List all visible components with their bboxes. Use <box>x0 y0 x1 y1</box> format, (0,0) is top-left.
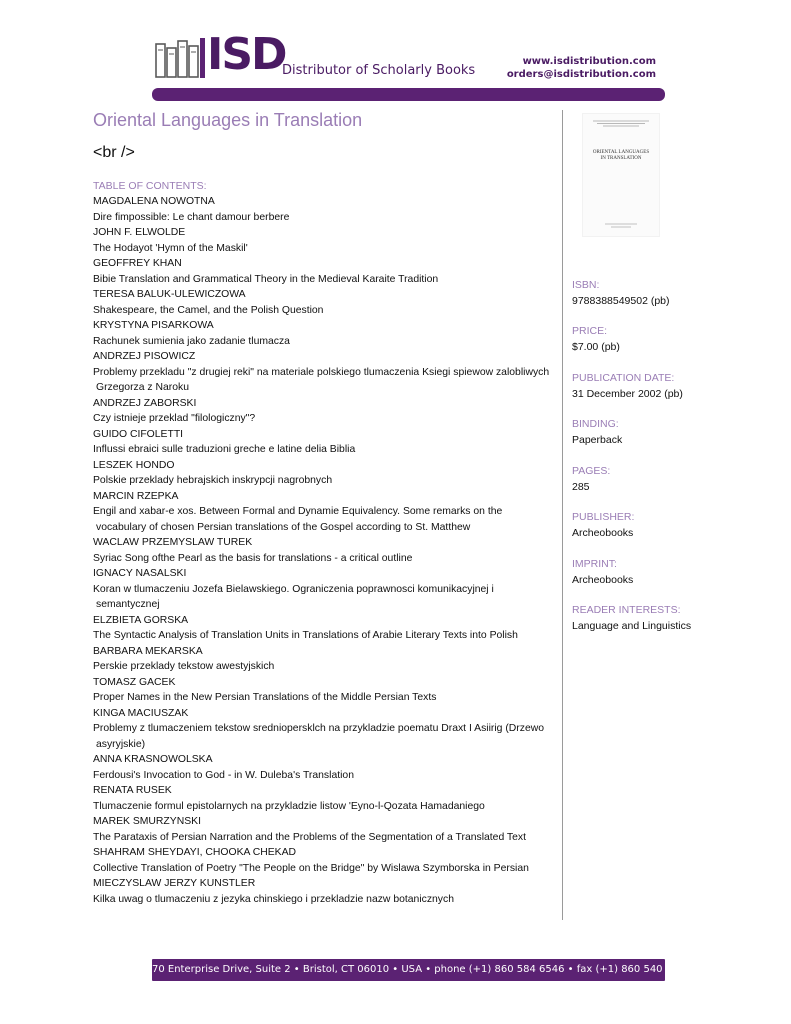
isd-logo: ISD <box>207 29 286 80</box>
detail-label: ISBN: <box>572 279 600 291</box>
detail-reader-interests <box>572 603 772 633</box>
toc-author: ELZBIETA GORSKA <box>93 614 189 626</box>
toc-author: BARBARA MEKARSKA <box>93 645 203 657</box>
toc-author: RENATA RUSEK <box>93 785 172 796</box>
detail-publisher <box>572 510 772 540</box>
detail-pages <box>572 464 772 494</box>
logo-tagline: Distributor of Scholarly Books <box>282 63 476 78</box>
detail-value: Archeobooks <box>572 527 634 539</box>
toc-chapter-title: Problemy z tlumaczeniem tekstow sredniopersklch na przykladzie poematu Draxt I Asiirig (Drzewo asyryjskie) <box>93 723 545 750</box>
detail-binding <box>572 417 772 447</box>
table-of-contents <box>93 194 555 907</box>
toc-author: IGNACY NASALSKI <box>93 568 187 579</box>
toc-chapter-title: Tlumaczenie formul epistolarnych na przykladzie listow 'Eyno-l-Qozata Hamadaniego <box>93 800 485 812</box>
detail-label: PUBLICATION DATE: <box>572 372 675 384</box>
toc-author: ANNA KRASNOWOLSKA <box>93 754 213 765</box>
detail-price <box>572 324 772 354</box>
detail-publication-date <box>572 371 772 401</box>
detail-imprint <box>572 557 772 587</box>
toc-author: TERESA BALUK-ULEWICZOWA <box>93 289 246 300</box>
toc-author: MARCIN RZEPKA <box>93 490 179 502</box>
detail-value: 285 <box>572 481 590 493</box>
toc-chapter-title: Perskie przeklady tekstow awestyjskich <box>93 661 275 672</box>
page-title: Oriental Languages in Translation <box>93 110 363 130</box>
toc-chapter-title: Polskie przeklady hebrajskich inskrypcji nagrobnych <box>93 475 333 486</box>
column-divider <box>562 110 563 920</box>
toc-author: JOHN F. ELWOLDE <box>93 227 186 238</box>
toc-author: KINGA MACIUSZAK <box>93 707 189 719</box>
toc-author: KRYSTYNA PISARKOWA <box>93 320 214 331</box>
cover-title: ORIENTAL LANGUAGES IN TRANSLATION <box>592 150 650 161</box>
toc-author: WACLAW PRZEMYSLAW TUREK <box>93 537 253 548</box>
toc-author: SHAHRAM SHEYDAYI, CHOOKA CHEKAD <box>93 847 297 858</box>
toc-chapter-title: Collective Translation of Poetry "The People on the Bridge" by Wislawa Szymborska in Persian <box>93 862 529 874</box>
toc-chapter-title: Koran w tlumaczeniu Jozefa Bielawskiego. Ograniczenia poprawnosci komunikacyjnej i semantycznej <box>93 583 494 610</box>
toc-chapter-title: The Syntactic Analysis of Translation Units in Translations of Arabie Literary Texts into Polish <box>93 630 518 641</box>
toc-chapter-title: Ferdousi's Invocation to God - in W. Duleba's Translation <box>93 769 354 781</box>
toc-chapter-title: Shakespeare, the Camel, and the Polish Question <box>93 304 324 316</box>
detail-value: Archeobooks <box>572 574 634 586</box>
toc-author: GUIDO CIFOLETTI <box>93 428 184 440</box>
detail-label: PUBLISHER: <box>572 511 635 523</box>
toc-chapter-title: Bibie Translation and Grammatical Theory in the Medieval Karaite Tradition <box>93 273 439 285</box>
detail-label: BINDING: <box>572 418 619 430</box>
book-cover-image <box>582 113 660 237</box>
detail-label: READER INTERESTS: <box>572 604 681 616</box>
toc-chapter-title: The Parataxis of Persian Narration and the Problems of the Segmentation of a Translated Text <box>93 831 526 843</box>
toc-author: MAREK SMURZYNSKI <box>93 816 201 827</box>
detail-label: PAGES: <box>572 465 611 477</box>
detail-value: Paperback <box>572 434 623 446</box>
toc-author: TOMASZ GACEK <box>93 676 176 688</box>
detail-label: IMPRINT: <box>572 558 617 570</box>
stray-br-text: <br /> <box>93 144 135 161</box>
cover-header-lines <box>589 119 653 129</box>
toc-chapter-title: Proper Names in the New Persian Translations of the Middle Persian Texts <box>93 692 437 703</box>
toc-chapter-title: Problemy przekladu "z drugiej reki" na materiale polskiego tlumaczenia Ksiegi spiewow zalobliwych Grzegorza z Naroku <box>93 366 550 393</box>
toc-chapter-title: Kilka uwag o tlumaczeniu z jezyka chinskiego i przekladzie nazw botanicznych <box>93 893 454 905</box>
footer-address-bar: 70 Enterprise Drive, Suite 2 • Bristol, CT 06010 • USA • phone (+1) 860 584 6546 • fax (+1) 860 540 1001 <box>152 959 665 981</box>
toc-author: ANDRZEJ PISOWICZ <box>93 351 196 362</box>
books-logo-icon <box>155 38 205 78</box>
detail-value: 9788388549502 (pb) <box>572 295 670 307</box>
email-link[interactable]: orders@isdistribution.com <box>506 69 656 80</box>
detail-value: $7.00 (pb) <box>572 341 620 353</box>
header-bar <box>152 88 665 101</box>
detail-isbn <box>572 278 772 308</box>
cover-imprint-lines <box>583 222 659 230</box>
website-link[interactable]: www.isdistribution.com <box>522 56 656 67</box>
detail-value: Language and Linguistics <box>572 620 692 632</box>
toc-chapter-title: Rachunek sumienia jako zadanie tlumacza <box>93 335 290 347</box>
toc-author: MAGDALENA NOWOTNA <box>93 196 215 207</box>
toc-chapter-title: Engil and xabar-e xos. Between Formal and Dynamie Equivalency. Some remarks on the vocabulary of chosen Persian translations of the Gospel according to St. Matthew <box>93 506 503 533</box>
toc-heading: TABLE OF CONTENTS: <box>93 180 207 192</box>
toc-chapter-title: The Hodayot 'Hymn of the Maskil' <box>93 242 248 254</box>
detail-value: 31 December 2002 (pb) <box>572 388 683 400</box>
toc-chapter-title: Czy istnieje przeklad "filologiczny"? <box>93 413 256 424</box>
toc-author: GEOFFREY KHAN <box>93 258 182 269</box>
detail-label: PRICE: <box>572 325 608 337</box>
contact-block <box>507 55 656 81</box>
toc-author: ANDRZEJ ZABORSKI <box>93 397 197 409</box>
toc-author: LESZEK HONDO <box>93 459 175 471</box>
toc-chapter-title: Dire fimpossible: Le chant damour berbere <box>93 211 290 223</box>
toc-chapter-title: Influssi ebraici sulle traduzioni greche e latine delia Biblia <box>93 444 356 455</box>
toc-author: MIECZYSLAW JERZY KUNSTLER <box>93 878 256 889</box>
toc-chapter-title: Syriac Song ofthe Pearl as the basis for translations - a critical outline <box>93 552 413 564</box>
